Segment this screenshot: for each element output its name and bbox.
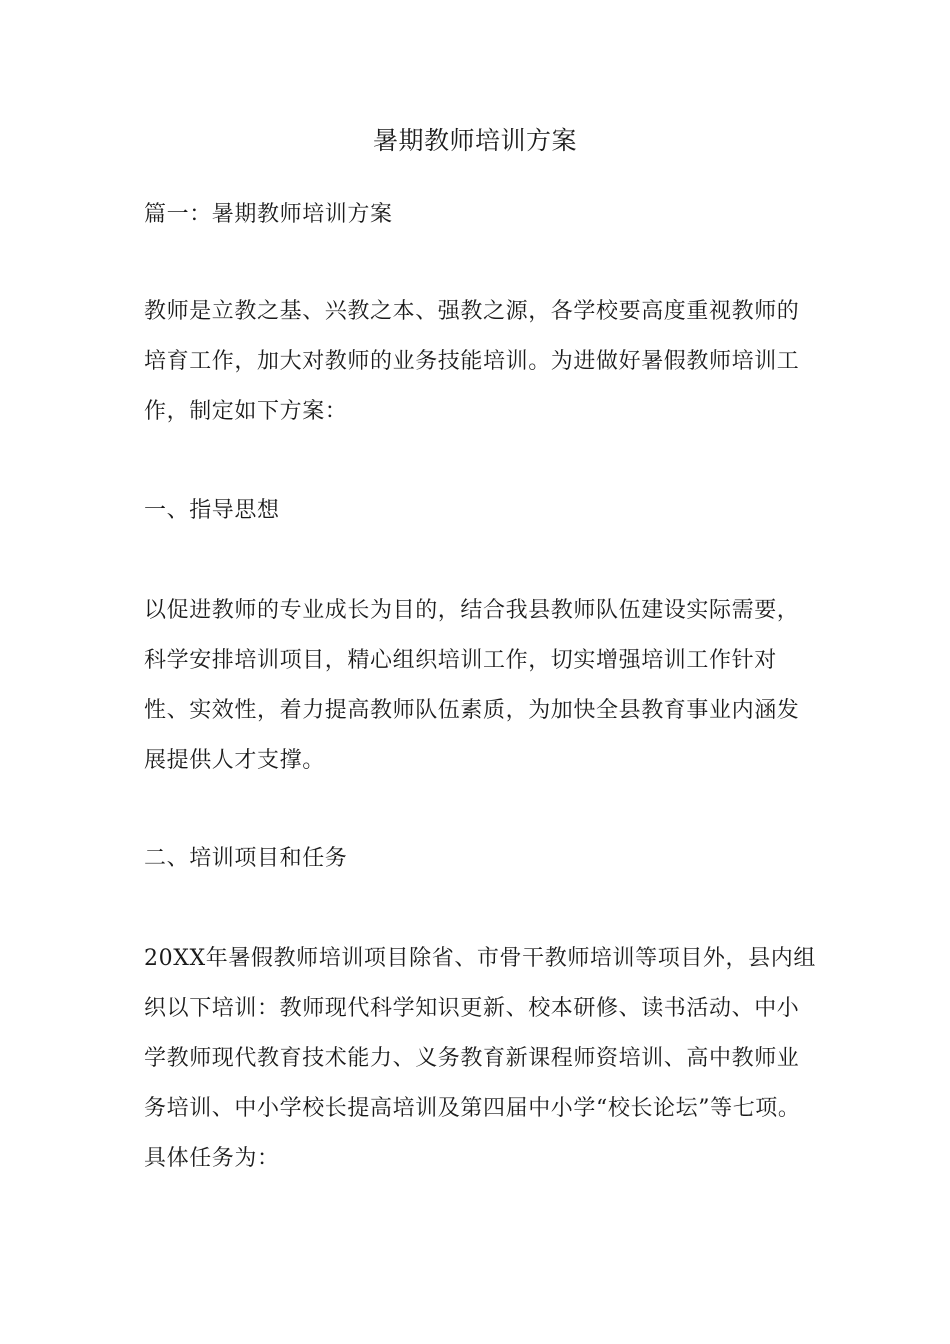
section-body-training-projects: 20XX年暑假教师培训项目除省、市骨干教师培训等项目外，县内组织以下培训：教师现代科学知识更新、校本研修、读书活动、中小学教师现代教育技术能力、义务教育新课程师资培训、高中教师业务培训、中小学校长提高培训及第四届中小学“校长论坛”等七项。具体任务为： <box>144 946 816 1171</box>
section-heading-guiding-ideology: 一、指导思想 <box>144 498 280 523</box>
section-body-guiding-ideology: 以促进教师的专业成长为目的，结合我县教师队伍建设实际需要，科学安排培训项目，精心组织培训工作，切实增强培训工作针对性、实效性，着力提高教师队伍素质，为加快全县教育事业内涵发展提供人才支撑。 <box>144 598 800 773</box>
section-heading-training-projects: 二、培训项目和任务 <box>144 846 348 871</box>
document-title: 暑期教师培训方案 <box>372 126 577 155</box>
document-subtitle: 篇一：暑期教师培训方案 <box>144 202 393 227</box>
intro-paragraph: 教师是立教之基、兴教之本、强教之源，各学校要高度重视教师的培育工作，加大对教师的业务技能培训。为进做好暑假教师培训工作，制定如下方案： <box>144 299 800 424</box>
